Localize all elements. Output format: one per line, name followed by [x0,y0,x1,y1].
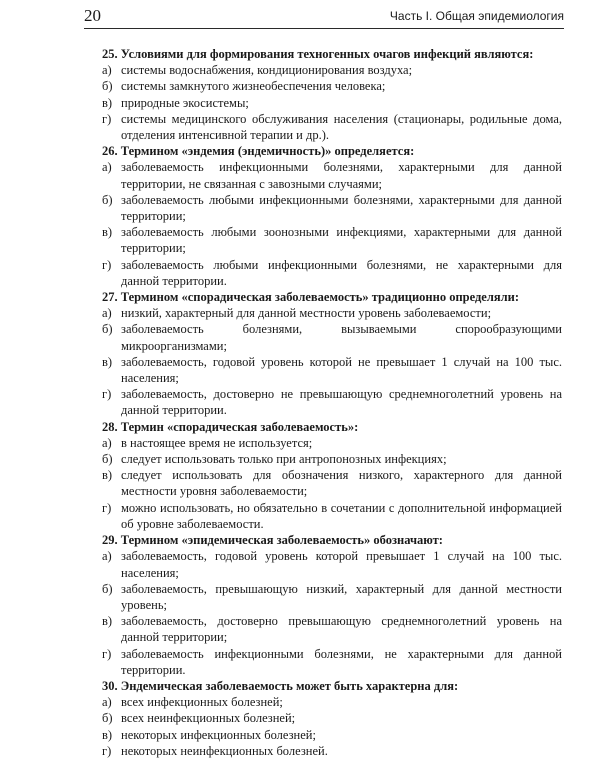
question-30 [102,678,562,759]
option-text: системы замкнутого жизнеобеспечения человека; [121,79,386,94]
option-letter: в) [102,354,113,369]
option-text: заболеваемость, годовой уровень которой не превышает 1 случай на 100 тыс. населения; [121,354,562,386]
option-letter: б) [102,79,113,94]
answer-option [102,159,562,191]
question-28 [102,419,562,532]
option-letter: а) [102,695,112,710]
answer-option [102,257,562,289]
option-text: следует использовать для обозначения низкого, характерного для данной местности уровня заболеваемости; [121,468,562,499]
page-number: 20 [84,6,101,25]
question-title: 26. Термином «эндемия (эндемичность)» определяется: [102,144,415,159]
option-text: заболеваемость любыми инфекционными болезнями, характерными для данной территории; [121,192,562,224]
question-29 [102,532,562,678]
answer-option [102,710,562,726]
answer-option [102,111,562,143]
question-27 [102,289,562,419]
option-text: можно использовать, но обязательно в сочетании с дополнительной информацией об уровне заболеваемости. [121,500,562,531]
option-letter: б) [102,711,113,726]
answer-option [102,727,562,743]
question-title: 25. Условиями для формирования техногенных очагов инфекций являются: [102,47,534,61]
answer-option [102,224,562,256]
option-letter: в) [102,95,113,110]
option-letter: б) [102,581,113,596]
question-title: 29. Термином «эпидемическая заболеваемость» обозначают: [102,533,443,548]
question-title: 30. Эндемическая заболеваемость может быть характерна для: [102,678,459,693]
answer-option [102,354,562,386]
page-body [102,46,562,759]
answer-option [102,192,562,224]
option-letter: а) [102,306,112,321]
answer-option [102,95,562,111]
option-letter: б) [102,452,113,467]
answer-option [102,321,562,353]
answer-option [102,305,562,321]
answer-option [102,467,562,499]
option-text: заболеваемость инфекционными болезнями, характерными для данной территории, не связанная с завозными случаями; [121,160,562,191]
option-letter: а) [102,435,112,450]
option-text: в настоящее время не используется; [121,435,313,450]
option-letter: б) [102,322,113,337]
answer-option [102,694,562,710]
option-text: заболеваемость, достоверно превышающую среднемноголетний уровень на данной территории; [121,614,562,645]
option-text: некоторых инфекционных болезней; [121,727,316,742]
option-text: низкий, характерный для данной местности уровень заболеваемости; [121,306,492,321]
question-title: 27. Термином «спорадическая заболеваемость» традиционно определяли: [102,290,520,305]
answer-option [102,435,562,451]
answer-option [102,646,562,678]
running-head: Часть I. Общая эпидемиология [389,9,564,23]
answer-option [102,613,562,645]
page-header [84,6,564,29]
option-text: всех неинфекционных болезней; [121,711,296,726]
option-text: всех инфекционных болезней; [121,695,283,710]
option-text: заболеваемость, годовой уровень которой превышает 1 случай на 100 тыс. населения; [121,549,562,580]
option-letter: а) [102,63,112,78]
answer-option [102,500,562,532]
option-letter: в) [102,614,113,629]
question-25 [102,46,562,143]
option-letter: в) [102,468,113,483]
option-text: заболеваемость любыми инфекционными болезнями, не характерными для данной территории. [121,257,562,288]
option-letter: в) [102,727,113,742]
option-text: заболеваемость инфекционными болезнями, не характерными для данной территории. [121,646,562,677]
answer-option [102,581,562,613]
answer-option [102,743,562,759]
option-letter: а) [102,160,112,175]
option-letter: б) [102,192,113,207]
option-letter: г) [102,111,112,126]
option-letter: в) [102,225,113,240]
option-text: природные экосистемы; [121,95,249,110]
option-text: системы медицинского обслуживания населения (стационары, родильные дома, отделения интенсивной терапии и др.). [121,111,562,143]
option-letter: а) [102,549,112,564]
option-letter: г) [102,387,112,402]
question-title: 28. Термин «спорадическая заболеваемость»: [102,419,359,434]
option-letter: г) [102,500,112,515]
option-text: заболеваемость любыми зоонозными инфекциями, характерными для данной территории; [121,225,562,256]
answer-option [102,386,562,418]
option-text: заболеваемость болезнями, вызываемыми спорообразующими микроорганизмами; [121,322,562,353]
option-text: некоторых неинфекционных болезней. [121,743,328,758]
option-letter: г) [102,257,112,272]
option-text: системы водоснабжения, кондиционирования воздуха; [121,63,413,78]
answer-option [102,548,562,580]
option-text: заболеваемость, превышающую низкий, характерный для данной местности уровень; [121,581,562,612]
option-text: следует использовать только при антропонозных инфекциях; [121,452,447,467]
option-letter: г) [102,646,112,661]
answer-option [102,78,562,94]
option-letter: г) [102,743,112,758]
answer-option [102,451,562,467]
answer-option [102,62,562,78]
option-text: заболеваемость, достоверно не превышающую среднемноголетний уровень на данной территории. [121,387,562,418]
question-26 [102,143,562,289]
